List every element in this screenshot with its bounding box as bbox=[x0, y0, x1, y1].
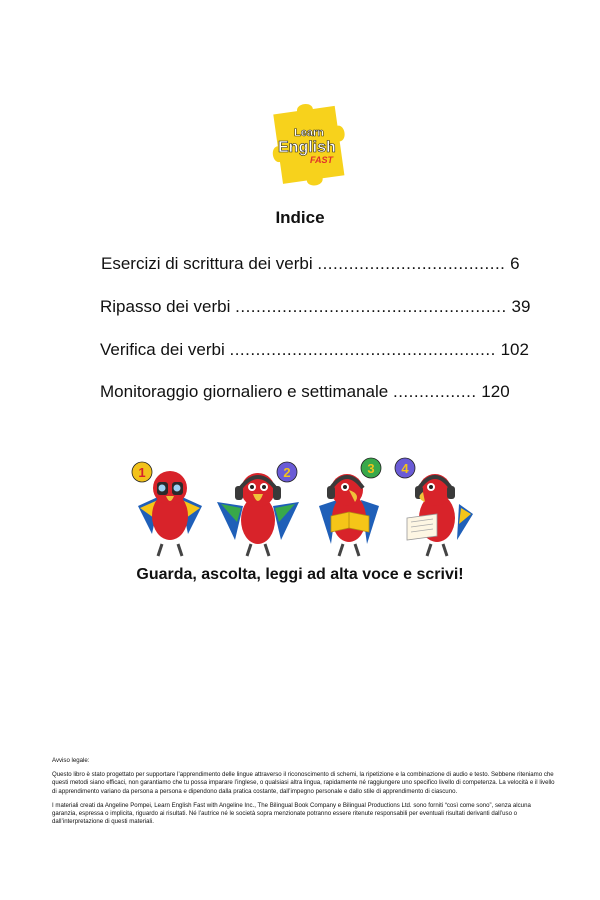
legal-paragraph-1: Questo libro è stato progettato per supportare l’apprendimento delle lingue attraverso il riconoscimento di schemi, la ripetizione e la combinazione di audio e testo. Sebbene riteniamo che questi metodi siano efficaci, non garantiamo che tu possa imparare l’inglese, o qualsiasi altra lingua, rapidamente né raggiungere uno specifico livello di competenza. La velocità e il livello di apprendimento variano da persona a persona e dipendono dalla pratica costante, dall’impegno personale e dallo stile di apprendimento di ciascuno. bbox=[52, 771, 555, 795]
learn-english-fast-logo bbox=[262, 100, 354, 192]
toc-item-verb-review[interactable] bbox=[100, 296, 530, 318]
parrot-illustrations bbox=[125, 456, 475, 561]
toc-item-label: Verifica dei verbi bbox=[100, 340, 225, 359]
toc-title: Indice bbox=[275, 208, 325, 227]
toc-item-verb-writing[interactable] bbox=[101, 253, 520, 275]
toc-item-leader: .................................................... bbox=[235, 297, 507, 316]
toc-item-label: Esercizi di scrittura dei verbi bbox=[101, 254, 313, 273]
toc-item-page: 6 bbox=[510, 254, 520, 273]
toc-item-page: 39 bbox=[511, 297, 531, 316]
legal-notice bbox=[52, 757, 557, 832]
toc-item-page: 102 bbox=[500, 340, 529, 359]
parrot-read bbox=[313, 456, 385, 561]
logo-line3: FAST bbox=[310, 155, 334, 165]
toc-item-page: 120 bbox=[481, 382, 510, 401]
toc-item-verb-test[interactable] bbox=[100, 339, 529, 361]
toc-item-label: Monitoraggio giornaliero e settimanale bbox=[100, 382, 389, 401]
toc-item-leader: ................ bbox=[392, 382, 477, 401]
toc-item-label: Ripasso dei verbi bbox=[100, 297, 231, 316]
toc-item-leader: ................................................... bbox=[229, 340, 496, 359]
legal-heading: Avviso legale: bbox=[52, 757, 90, 764]
svg-text:3: 3 bbox=[367, 461, 375, 476]
legal-paragraph-2: I materiali creati da Angeline Pompei, Learn English Fast with Angeline Inc., The Bilingual Book Company e Bilingual Productions Ltd. sono forniti “così come sono”, senza alcuna garanzia, espressa o implicita, riguardo ai risultati. Né l’autrice né le società sopra menzionate potranno essere ritenute responsabili per eventuali risultati derivanti dall’uso o dall’interpretazione di questi materiali. bbox=[52, 801, 531, 826]
parrot-listen bbox=[215, 456, 301, 561]
toc-item-leader: .................................... bbox=[317, 254, 506, 273]
logo-line1: Learn bbox=[294, 127, 324, 139]
parrot-look bbox=[130, 456, 210, 561]
parrot-write bbox=[393, 456, 475, 561]
svg-text:4: 4 bbox=[401, 461, 409, 476]
svg-text:1: 1 bbox=[138, 465, 146, 480]
slogan: Guarda, ascolta, leggi ad alta voce e scrivi! bbox=[136, 566, 464, 583]
logo-line2: English bbox=[278, 139, 336, 156]
svg-text:2: 2 bbox=[283, 465, 291, 480]
toc-item-tracking[interactable] bbox=[100, 381, 510, 403]
